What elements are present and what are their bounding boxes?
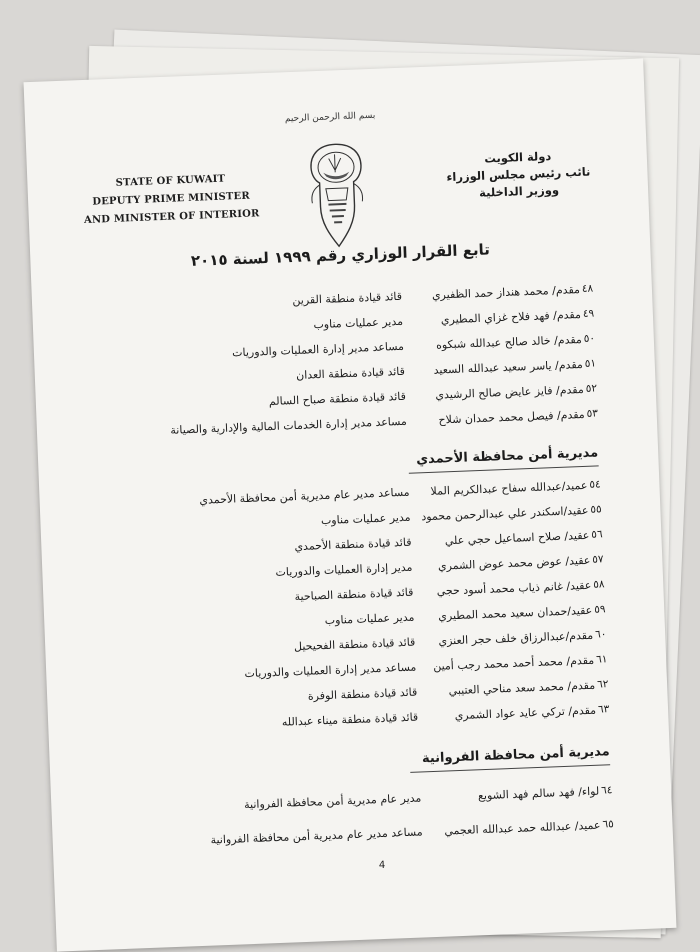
officer-name: مقدم/ خالد صالح عبدالله شبكوه [435, 332, 583, 352]
officer-name: عقيد/ صلاح اسماعيل حجي علي [444, 528, 590, 548]
officer-position: مساعد مدير إدارة الخدمات المالية والإدارية والصيانة [170, 414, 408, 437]
section-heading: مديرية أمن محافظة الفروانية [421, 744, 610, 767]
item-number: ٥٥ [590, 503, 602, 516]
officer-position: مدير عام مديرية أمن محافظة الفروانية [243, 791, 422, 812]
item-number: ٥٠ [583, 332, 596, 345]
officer-name: مقدم/ محمد أحمد محمد رجب أمين [432, 653, 595, 673]
officer-position: قائد قيادة منطقة الصباحية [294, 585, 414, 604]
officer-position: مساعد مدير إدارة العمليات والدوريات [244, 660, 417, 681]
item-number: ٥٦ [591, 528, 603, 541]
item-number: ٦٣ [597, 703, 610, 716]
item-number: ٦١ [595, 653, 608, 666]
document-page [24, 58, 677, 951]
officer-name: مقدم/ تركي عايد عواد الشمري [454, 703, 597, 723]
section-heading: مديرية أمن محافظة الأحمدي [415, 445, 599, 468]
officer-name: مقدم/ فيصل محمد حمدان شلاح [438, 407, 585, 427]
header-ar-line: نائب رئيس مجلس الوزراء [446, 164, 591, 185]
item-number: ٥١ [584, 357, 597, 370]
officer-position: قائد قيادة منطقة الوفرة [307, 685, 418, 703]
officer-position: مدير إدارة العمليات والدوريات [275, 560, 413, 579]
header-ar-line: دولة الكويت [484, 149, 552, 166]
officer-position: قائد قيادة منطقة العدان [295, 364, 406, 382]
kuwait-emblem-icon [304, 139, 370, 251]
item-number: ٤٩ [582, 307, 595, 320]
officer-position: قائد قيادة منطقة القرين [292, 289, 403, 308]
officer-position: مدير عمليات مناوب [320, 510, 411, 528]
header-ar-line: ووزير الداخلية [478, 182, 560, 200]
officer-name: عقيد/ عوض محمد عوض الشمري [437, 553, 591, 573]
officer-position: مساعد مدير إدارة العمليات والدوريات [231, 339, 405, 360]
english-header [75, 169, 267, 230]
officer-name: مقدم/ محمد هنداز حمد الظفيري [431, 283, 581, 302]
officer-position: مساعد مدير عام مديرية أمن محافظة الفروانية [210, 825, 423, 847]
officer-position: قائد قيادة منطقة صباح السالم [268, 389, 407, 409]
section-underline [409, 465, 599, 473]
basmala: بسم الله الرحمن الرحيم [284, 110, 376, 125]
officer-name: عميد/ عبدالله حمد عبدالله العجمي [444, 818, 601, 838]
item-number: ٥٨ [593, 578, 605, 591]
officer-name: عقيد/حمدان سعيد محمد المطيري [438, 603, 593, 623]
header-en-line: AND MINISTER OF INTERIOR [83, 208, 260, 226]
item-number: ٥٧ [592, 553, 604, 566]
item-number: ٥٣ [586, 407, 599, 420]
officer-name: مقدم/ فهد فلاح غزاي المطيري [440, 308, 582, 327]
officer-name: مقدم/ محمد سعد مناحي العتيبي [448, 678, 596, 698]
officer-position: مساعد مدير عام مديرية أمن محافظة الأحمدي [199, 485, 410, 507]
page-number: 4 [378, 859, 386, 872]
officer-position: مدير عمليات مناوب [324, 610, 415, 628]
item-number: ٦٥ [602, 818, 614, 831]
officer-name: عقيد/اسكندر علي عبدالرحمن محمود [421, 503, 589, 524]
officer-name: مقدم/ ياسر سعيد عبدالله السعيد [433, 357, 584, 377]
officer-name: لواء/ فهد سالم فهد الشويع [477, 784, 600, 803]
header-en-line: STATE OF KUWAIT [115, 173, 226, 189]
officer-position: مدير عمليات مناوب [313, 314, 404, 332]
header-en-line: DEPUTY PRIME MINISTER [92, 190, 251, 208]
decision-title: تابع القرار الوزاري رقم ١٩٩٩ لسنة ٢٠١٥ [190, 240, 491, 270]
officer-position: قائد قيادة منطقة الأحمدي [294, 535, 412, 554]
item-number: ٥٩ [593, 603, 606, 616]
officer-position: قائد قيادة منطقة ميناء عبدالله [281, 710, 419, 729]
officer-name: عميد/عبدالله سفاح عبدالكريم الملا [430, 478, 588, 498]
item-number: ٥٢ [585, 382, 598, 395]
officer-name: مقدم/عبدالرزاق خلف حجر العنزي [438, 628, 594, 648]
arabic-header [433, 146, 605, 203]
officer-position: قائد قيادة منطقة الفحيحيل [293, 635, 416, 654]
item-number: ٤٨ [581, 282, 594, 295]
item-number: ٦٢ [596, 678, 609, 691]
item-number: ٦٠ [594, 628, 607, 641]
officer-name: مقدم/ فايز عايض صالح الرشيدي [435, 382, 584, 402]
item-number: ٥٤ [589, 478, 601, 491]
item-number: ٦٤ [600, 784, 613, 797]
officer-name: عقيد/ غانم ذياب محمد أسود حجي [436, 578, 592, 598]
